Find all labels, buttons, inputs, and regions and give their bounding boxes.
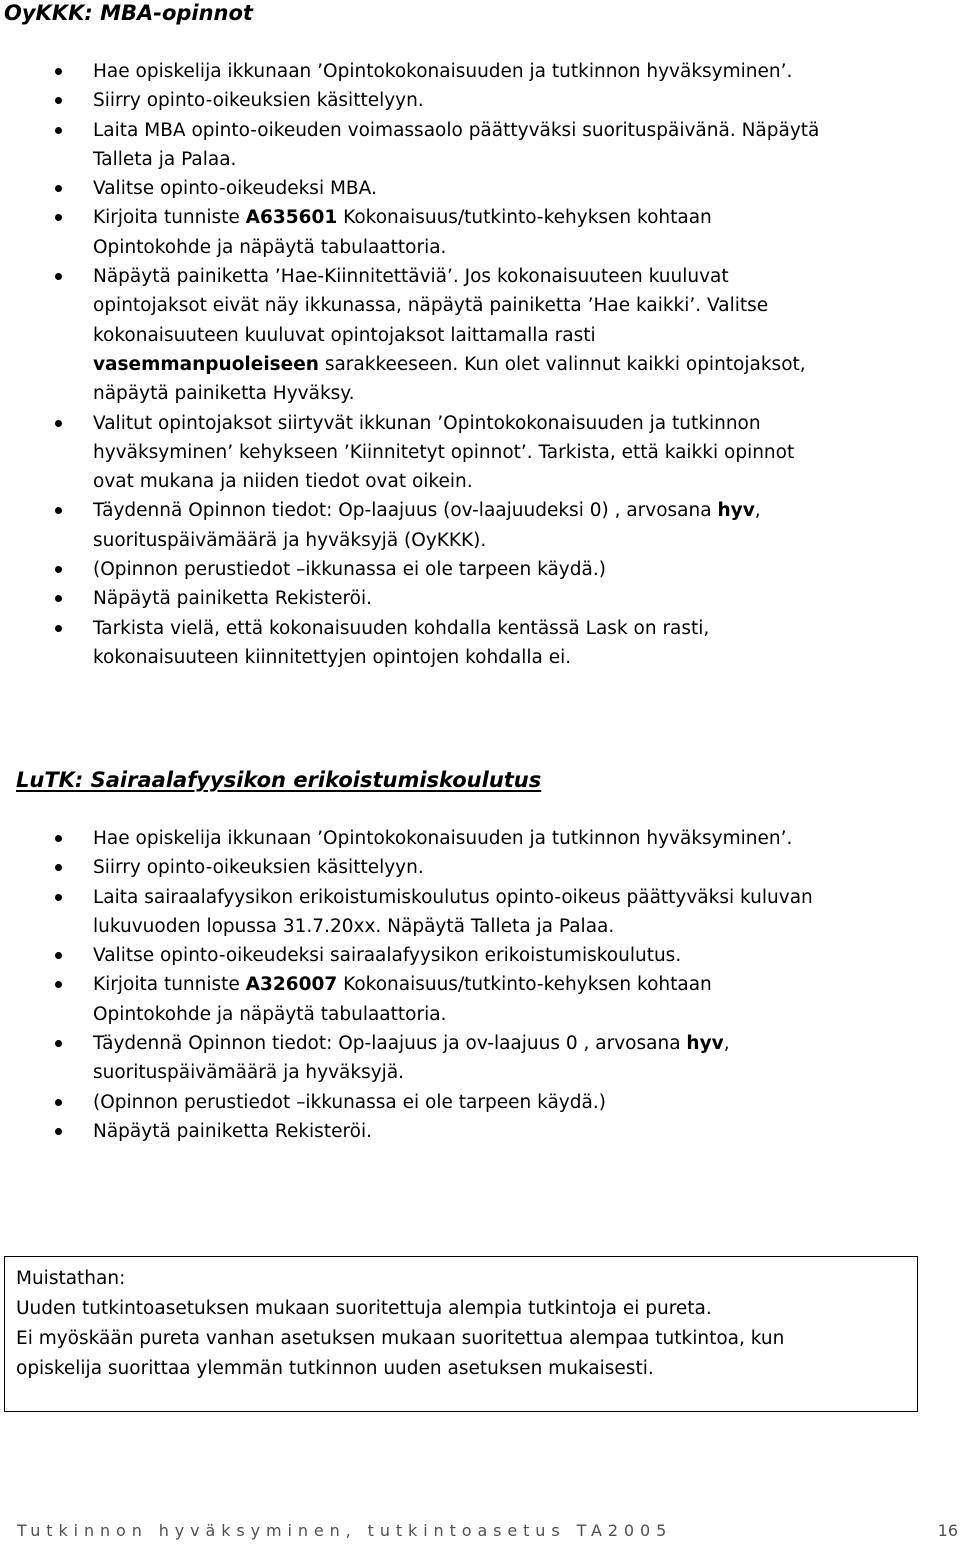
lutk-steps-list [0, 824, 912, 1146]
step-text: lukuvuoden lopussa 31.7.20xx. Näpäytä Talleta ja Palaa. [93, 915, 615, 937]
step-line [93, 438, 912, 467]
step-line [93, 584, 912, 613]
step-text: Kirjoita tunniste [93, 974, 246, 996]
step-item [0, 941, 912, 970]
step-line [93, 262, 912, 291]
step-item [0, 57, 912, 86]
step-item [0, 824, 912, 853]
reminder-line: Uuden tutkintoasetuksen mukaan suoritettuja alempia tutkintoja ei pureta. [16, 1298, 712, 1319]
mba-steps-list [0, 57, 912, 672]
bullet-icon [55, 273, 62, 280]
step-text: Siirry opinto-oikeuksien käsittelyyn. [93, 90, 424, 112]
step-text: , [754, 500, 761, 522]
step-line [93, 321, 912, 350]
bullet-icon [55, 214, 62, 221]
step-text: kokonaisuuteen kiinnitettyjen opintojen kohdalla ei. [93, 646, 572, 668]
step-line [93, 824, 912, 853]
step-line [93, 1000, 912, 1029]
step-text: Näpäytä painiketta Rekisteröi. [93, 1120, 372, 1142]
step-item [0, 614, 912, 673]
step-line [93, 291, 912, 320]
step-text: (Opinnon perustiedot –ikkunassa ei ole tarpeen käydä.) [93, 559, 606, 581]
step-line [93, 379, 912, 408]
bullet-icon [55, 566, 62, 573]
step-text: sarakkeeseen. Kun olet valinnut kaikki opintojaksot, [318, 353, 806, 375]
step-text: , [723, 1033, 730, 1055]
step-line [93, 643, 912, 672]
step-text: suorituspäivämäärä ja hyväksyjä (OyKKK). [93, 529, 487, 551]
step-text: Kokonaisuus/tutkinto-kehyksen kohtaan [337, 974, 712, 996]
reminder-heading: Muistathan: [16, 1268, 126, 1289]
step-line [93, 970, 912, 999]
step-line [93, 853, 912, 882]
reminder-line: opiskelija suorittaa ylemmän tutkinnon uuden asetuksen mukaisesti. [16, 1358, 654, 1379]
step-line [93, 233, 912, 262]
step-item [0, 1117, 912, 1146]
step-text: Valitse opinto-oikeudeksi sairaalafyysikon erikoistumiskoulutus. [93, 945, 682, 967]
bullet-icon [55, 625, 62, 632]
step-item [0, 1088, 912, 1117]
step-item [0, 970, 912, 1029]
bullet-icon [55, 1040, 62, 1047]
step-text-strong: vasemmanpuoleiseen [93, 353, 319, 375]
step-text: Kirjoita tunniste [93, 207, 246, 229]
step-text-strong: hyv [686, 1033, 724, 1055]
step-item [0, 584, 912, 613]
step-line [93, 614, 912, 643]
step-line [93, 467, 912, 496]
step-item [0, 853, 912, 882]
step-item [0, 496, 912, 555]
step-line [93, 203, 912, 232]
step-line [93, 1117, 912, 1146]
bullet-icon [55, 1099, 62, 1106]
step-text: Täydennä Opinnon tiedot: Op-laajuus ja ov-laajuus 0 , arvosana [93, 1033, 687, 1055]
reminder-box [4, 1256, 918, 1412]
page-number: 16 [937, 1521, 958, 1540]
step-item [0, 555, 912, 584]
bullet-icon [55, 894, 62, 901]
step-text: Tarkista vielä, että kokonaisuuden kohdalla kentässä Lask on rasti, [93, 617, 710, 639]
step-line [93, 912, 912, 941]
reminder-line: Ei myöskään pureta vanhan asetuksen mukaan suoritettua alempaa tutkintoa, kun [16, 1328, 785, 1349]
bullet-icon [55, 1128, 62, 1135]
step-item [0, 883, 912, 942]
step-line [93, 1058, 912, 1087]
step-line [93, 941, 912, 970]
step-line [93, 350, 912, 379]
step-line [93, 526, 912, 555]
step-line [93, 174, 912, 203]
bullet-icon [55, 185, 62, 192]
step-line [93, 145, 912, 174]
bullet-icon [55, 68, 62, 75]
step-item [0, 116, 912, 175]
step-text: Opintokohde ja näpäytä tabulaattoria. [93, 236, 447, 258]
step-text: Laita MBA opinto-oikeuden voimassaolo päättyväksi suorituspäivänä. Näpäytä [93, 119, 820, 141]
step-text-strong: A326007 [245, 974, 338, 996]
step-line [93, 1088, 912, 1117]
step-text: Opintokohde ja näpäytä tabulaattoria. [93, 1003, 447, 1025]
bullet-icon [55, 420, 62, 427]
step-line [93, 496, 912, 525]
bullet-icon [55, 835, 62, 842]
step-text: Hae opiskelija ikkunaan ’Opintokokonaisuuden ja tutkinnon hyväksyminen’. [93, 828, 793, 849]
step-text-strong: hyv [717, 500, 755, 522]
step-text: Talleta ja Palaa. [93, 148, 237, 170]
bullet-icon [55, 952, 62, 959]
step-text-strong: A635601 [245, 207, 338, 229]
step-item [0, 409, 912, 497]
step-text: Näpäytä painiketta Rekisteröi. [93, 588, 372, 610]
step-text: Täydennä Opinnon tiedot: Op-laajuus (ov-laajuudeksi 0) , arvosana [93, 500, 718, 522]
bullet-icon [55, 864, 62, 871]
section-title-mba: OyKKK: MBA-opinnot [4, 1, 253, 25]
step-text: kokonaisuuteen kuuluvat opintojaksot laittamalla rasti [93, 324, 596, 346]
step-text: Valitse opinto-oikeudeksi MBA. [93, 178, 377, 200]
bullet-icon [55, 981, 62, 988]
step-item [0, 1029, 912, 1088]
bullet-icon [55, 97, 62, 104]
bullet-icon [55, 507, 62, 514]
footer-title: Tutkinnon hyväksyminen, tutkintoasetus TA2005 [17, 1521, 673, 1540]
step-text: hyväksyminen’ kehykseen ’Kiinnitetyt opinnot’. Tarkista, että kaikki opinnot [93, 441, 795, 463]
step-text: Näpäytä painiketta ’Hae-Kiinnitettäviä’. Jos kokonaisuuteen kuuluvat [93, 266, 729, 288]
step-text: Hae opiskelija ikkunaan ’Opintokokonaisuuden ja tutkinnon hyväksyminen’. [93, 61, 793, 82]
step-text: Laita sairaalafyysikon erikoistumiskoulutus opinto-oikeus päättyväksi kuluvan [93, 886, 813, 908]
step-line [93, 555, 912, 584]
step-line [93, 116, 912, 145]
step-text: suorituspäivämäärä ja hyväksyjä. [93, 1062, 405, 1084]
step-line [93, 86, 912, 115]
step-text: Siirry opinto-oikeuksien käsittelyyn. [93, 857, 424, 879]
step-text: Kokonaisuus/tutkinto-kehyksen kohtaan [337, 207, 712, 229]
step-item [0, 262, 912, 408]
bullet-icon [55, 595, 62, 602]
step-text: opintojaksot eivät näy ikkunassa, näpäytä painiketta ’Hae kaikki’. Valitse [93, 295, 769, 317]
step-line [93, 883, 912, 912]
step-line [93, 409, 912, 438]
step-item [0, 174, 912, 203]
step-line [93, 57, 912, 86]
step-text: Valitut opintojaksot siirtyvät ikkunan ’Opintokokonaisuuden ja tutkinnon [93, 412, 761, 434]
step-item [0, 86, 912, 115]
step-text: (Opinnon perustiedot –ikkunassa ei ole tarpeen käydä.) [93, 1091, 606, 1113]
step-text: ovat mukana ja niiden tiedot ovat oikein. [93, 471, 473, 493]
step-text: näpäytä painiketta Hyväksy. [93, 383, 355, 405]
section-title-lutk: LuTK: Sairaalafyysikon erikoistumiskoulutus [16, 768, 542, 792]
step-item [0, 203, 912, 262]
bullet-icon [55, 127, 62, 134]
step-line [93, 1029, 912, 1058]
